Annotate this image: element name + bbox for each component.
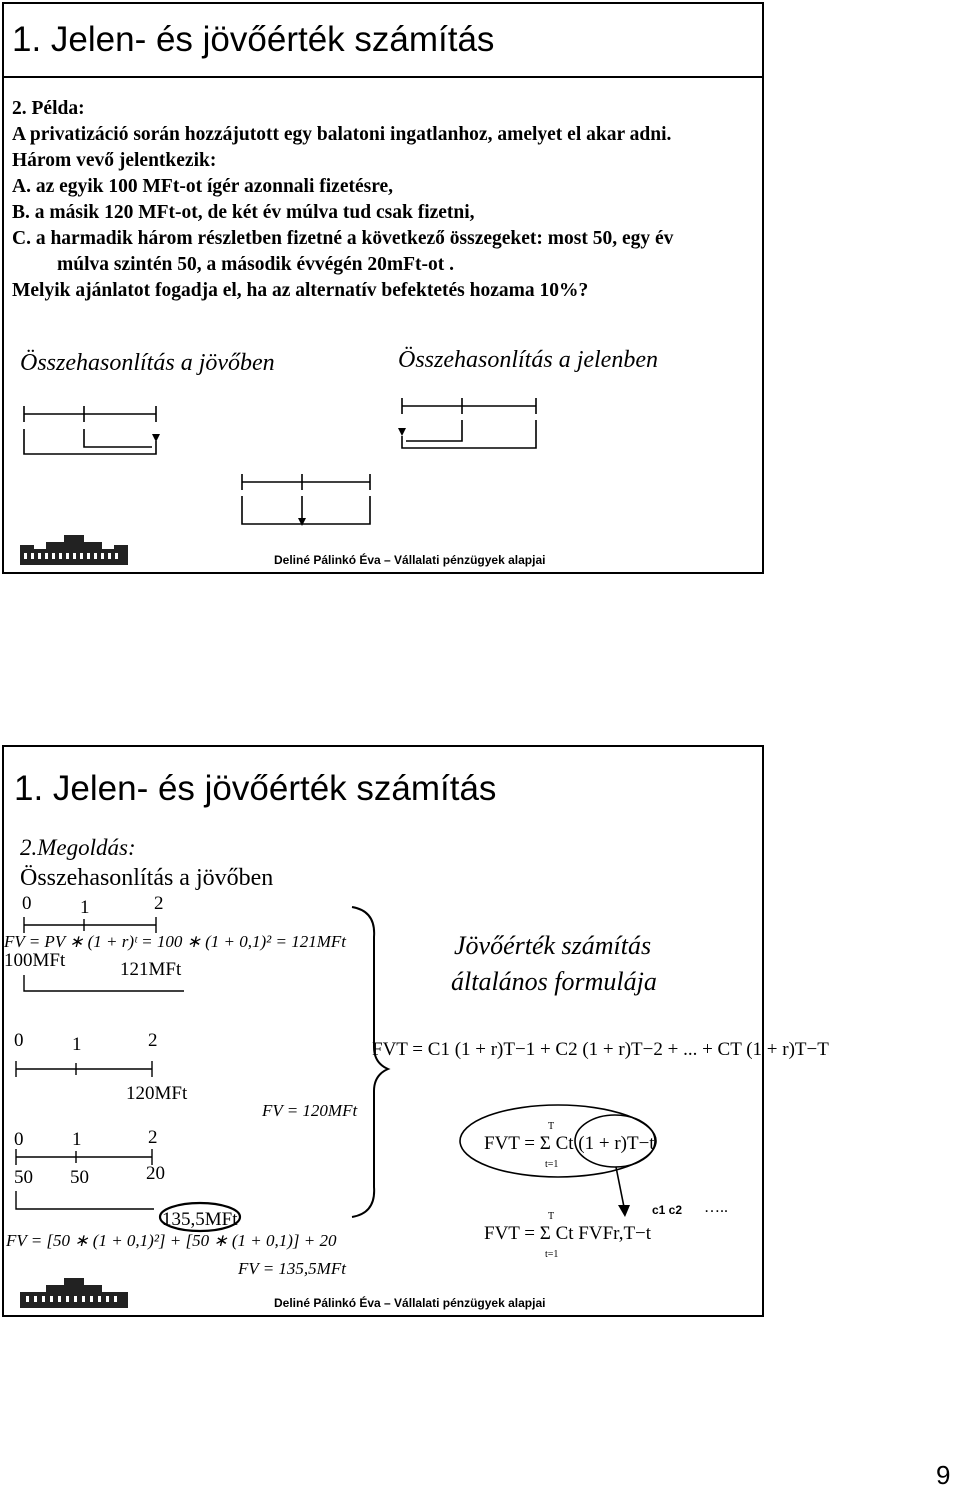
equation-fv-result: FV = 135,5MFt (238, 1259, 346, 1278)
compound-factor-highlight (575, 1115, 655, 1167)
equation-fv-installments: FV = [50 ∗ (1 + 0,1)²] + [50 ∗ (1 + 0,1)] + 20 (6, 1231, 337, 1250)
footer-text: Deliné Pálinkó Éva – Vállalati pénzügyek alapjai (274, 553, 546, 567)
tl2-t2: 2 (148, 1030, 158, 1051)
slide-1-title: 1. Jelen- és jövőérték számítás (12, 20, 495, 59)
option-a: A. az egyik 100 MFt-ot ígér azonnali fizetésre, (12, 176, 394, 197)
tl3-v0: 50 (14, 1167, 33, 1188)
tl2-t0: 0 (14, 1030, 24, 1051)
tl1-t2: 2 (154, 893, 164, 914)
option-b: B. a másik 120 MFt-ot, de két év múlva tud csak fizetni, (12, 202, 475, 223)
cashflow-labels: c1 c2 (652, 1203, 683, 1217)
compare-present-heading: Összehasonlítás a jelenben (398, 347, 658, 373)
sum-bottom-limit-1: t=1 (545, 1159, 559, 1170)
solution-drawings (4, 747, 766, 1319)
sum-top-limit-2: T (548, 1211, 555, 1222)
formula-sum-fvf: FVT = Σ Ct FVFr,T−t (484, 1223, 652, 1244)
footer-text: Deliné Pálinkó Éva – Vállalati pénzügyek alapjai (274, 1296, 546, 1310)
continuation-dots: ….. (704, 1199, 728, 1216)
sum-top-limit-1: T (548, 1121, 555, 1132)
tl1-t0: 0 (22, 893, 32, 914)
result-highlight (160, 1203, 240, 1231)
tl3-bracket (16, 1191, 154, 1209)
tl3-t1: 1 (72, 1129, 82, 1150)
formula-expanded: FVT = C1 (1 + r)T−1 + C2 (1 + r)T−2 + ... + CT (1 + r)T−T (372, 1039, 829, 1060)
equation-fv-100: FV = PV ∗ (1 + r)ᵗ = 100 ∗ (1 + 0,1)² = 121MFt (4, 932, 347, 951)
tl2-value: 120MFt (126, 1083, 188, 1104)
option-c-line-2: múlva szintén 50, a második évvégén 20mFt-ot . (57, 254, 455, 275)
question: Melyik ajánlatot fogadja el, ha az alternatív befektetés hozama 10%? (12, 280, 589, 301)
tl1-left-value: 100MFt (4, 950, 66, 971)
slide-2 (2, 745, 829, 1317)
equation-fv-120: FV = 120MFt (262, 1101, 358, 1120)
intro-line-1: A privatizáció során hozzájutott egy balatoni ingatlanhoz, amelyet el akar adni. (12, 124, 672, 145)
curly-brace (352, 907, 388, 1217)
slide-1 (2, 2, 764, 574)
tl1-t1: 1 (80, 897, 90, 918)
tl3-t0: 0 (14, 1129, 24, 1150)
option-c-line-1: C. a harmadik három részletben fizetné a következő összegeket: most 50, egy év (12, 228, 674, 249)
tl3-t2: 2 (148, 1127, 158, 1148)
tl3-v2: 20 (146, 1163, 165, 1184)
solution-subtitle: Összehasonlítás a jövőben (20, 865, 274, 891)
building-logo (4, 4, 766, 576)
tl1-right-value: 121MFt (120, 959, 182, 980)
general-formula-heading-1: Jövőérték számítás (454, 931, 652, 960)
formula-sum: FVT = Σ Ct (1 + r)T−t (484, 1133, 655, 1154)
solution-label: 2.Megoldás: (20, 835, 136, 860)
sum-bottom-limit-2: t=1 (545, 1249, 559, 1260)
example-label: 2. Példa: (12, 98, 85, 119)
arrow-head (618, 1205, 630, 1217)
tl3-result: 135,5MFt (162, 1209, 238, 1230)
slide-2-title: 1. Jelen- és jövőérték számítás (14, 769, 497, 808)
compare-future-heading: Összehasonlítás a jövőben (20, 350, 275, 376)
arrow-line (616, 1167, 624, 1207)
intro-line-2: Három vevő jelentkezik: (12, 150, 217, 171)
tl1-bracket (24, 975, 184, 991)
tl3-v1: 50 (70, 1167, 89, 1188)
general-formula-heading-2: általános formulája (451, 967, 657, 996)
tl2-t1: 1 (72, 1034, 82, 1055)
page-number: 9 (936, 1460, 951, 1490)
